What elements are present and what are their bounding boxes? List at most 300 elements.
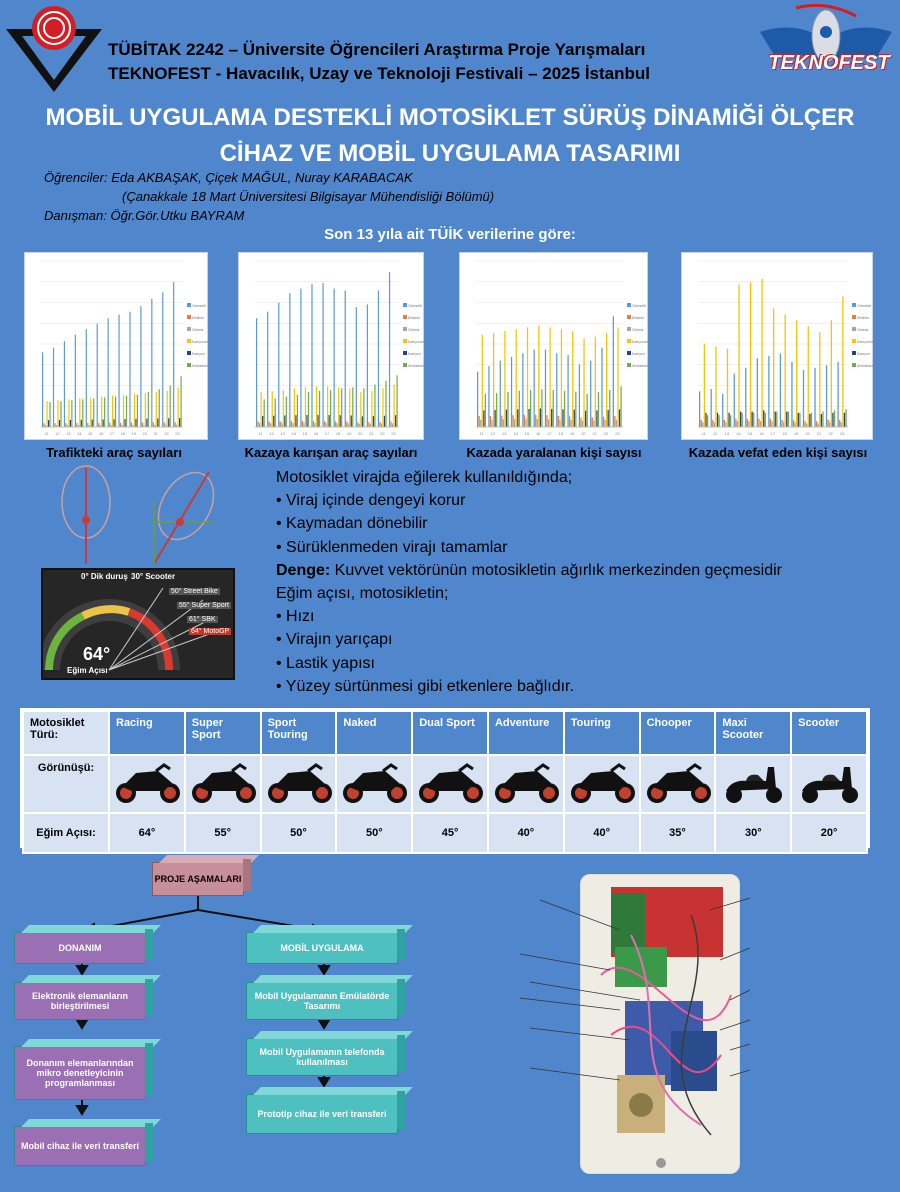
row-label-look: Görünüşü: [23, 755, 109, 813]
chart-title-deaths: Kazada vefat eden kişi sayısı [688, 445, 868, 460]
legend-label: Kamyonet [632, 340, 648, 344]
bar [292, 423, 293, 427]
legend-label: Kamyonet [192, 340, 208, 344]
bar [770, 419, 771, 427]
bar [760, 421, 761, 427]
bar [59, 420, 60, 427]
flow-hardware-head: DONANIM [14, 932, 146, 964]
bar [834, 410, 835, 427]
bar [162, 292, 163, 427]
bar [115, 397, 116, 427]
bar [341, 388, 342, 427]
bar [482, 335, 483, 427]
legend-label: Otomobil [192, 304, 207, 308]
bar [609, 390, 610, 427]
bar [740, 412, 741, 427]
angle-cell: 40° [488, 813, 564, 853]
bar [747, 419, 748, 427]
bar [477, 372, 478, 427]
bar [291, 421, 292, 427]
bar [330, 390, 331, 427]
bar [839, 420, 840, 427]
bar [775, 412, 776, 427]
bar [804, 421, 805, 427]
bar [170, 386, 171, 428]
flow-hardware-step-1: Elektronik elemanların birleştirilmesi [14, 982, 146, 1020]
bar [345, 291, 346, 427]
legend-swatch [403, 303, 407, 307]
bar [534, 350, 535, 427]
bar [103, 419, 104, 427]
legend-label: Kamyon [857, 352, 870, 356]
bar [395, 415, 396, 427]
bar [479, 416, 480, 427]
motorcycle-table [20, 708, 870, 848]
bar [42, 352, 43, 427]
tick-label: 23 [175, 431, 180, 436]
bar [745, 368, 746, 427]
tick-label: 12 [55, 431, 60, 436]
type-cell: Racing [109, 711, 185, 755]
tick-label: 14 [513, 431, 518, 436]
angle-cell: 30° [715, 813, 791, 853]
motorcycle-silhouette-icon [109, 755, 185, 813]
tick-label: 22 [828, 431, 833, 436]
bar [300, 289, 301, 427]
bar [757, 358, 758, 427]
bar [500, 361, 501, 427]
bar [137, 395, 138, 427]
bar [722, 394, 723, 427]
flow-mobile-head: MOBİL UYGULAMA [246, 932, 398, 964]
tubitak-logo [4, 4, 104, 94]
bar [750, 282, 751, 427]
bar [783, 422, 784, 427]
bar [134, 394, 135, 427]
bar [329, 415, 330, 427]
lean-explanation [276, 466, 886, 698]
tick-label: 16 [313, 431, 319, 436]
legend-label: Motosiklet [408, 364, 424, 368]
legend-label: Otobüs [192, 328, 204, 332]
bar [393, 385, 394, 427]
header-line-2: TEKNOFEST - Havacılık, Uzay ve Teknoloji Festivali – 2025 İstanbul [108, 64, 650, 83]
bar [831, 320, 832, 427]
bar [145, 393, 146, 427]
bar [382, 388, 383, 427]
bar [306, 415, 307, 427]
bar [583, 338, 584, 427]
bar [604, 420, 605, 427]
bar [273, 416, 274, 427]
bar [796, 320, 797, 427]
tick-label: 16 [759, 431, 764, 436]
motorcycle-silhouette-icon [412, 755, 488, 813]
bar [348, 423, 349, 427]
bar [587, 394, 588, 427]
bar [338, 387, 339, 427]
bar [322, 283, 323, 427]
bar [717, 413, 718, 427]
bar [159, 389, 160, 427]
bar [324, 421, 325, 427]
bar [506, 410, 507, 427]
bar [761, 279, 762, 427]
bar [357, 422, 358, 427]
type-cell: Sport Touring [261, 711, 337, 755]
bar [538, 326, 539, 427]
tick-label: 15 [302, 431, 308, 436]
bullets-intro: Motosiklet virajda eğilerek kullanıldığında; [276, 469, 573, 486]
bar [718, 415, 719, 427]
motorcycle-silhouette-icon [185, 755, 261, 813]
bar [483, 410, 484, 427]
table-row-look [23, 755, 867, 813]
chart-title-accident-vehicles: Kazaya karışan araç sayıları [244, 445, 418, 460]
tick-label: 19 [131, 431, 137, 436]
legend-label: Minibüs [192, 316, 205, 320]
type-cell: Adventure [488, 711, 564, 755]
bar [748, 421, 749, 427]
bar [553, 390, 554, 427]
bar [294, 388, 295, 427]
tick-label: 22 [380, 431, 385, 436]
legend-swatch [187, 327, 191, 331]
bar [786, 412, 787, 427]
bar [514, 419, 515, 427]
bar [735, 419, 736, 427]
bar [488, 366, 489, 427]
bar [384, 416, 385, 427]
bar [98, 423, 99, 427]
bar [712, 420, 713, 427]
flow-hardware-step-3: Mobil cihaz ile veri transferi [14, 1126, 146, 1166]
bar [707, 415, 708, 427]
bullet-item: • Hızı [276, 608, 315, 626]
bar [785, 314, 786, 427]
bar [313, 421, 314, 427]
bar [362, 416, 363, 427]
bar [603, 417, 604, 427]
bar [275, 398, 276, 427]
bar [742, 413, 743, 427]
legend-swatch [852, 351, 856, 355]
bar [325, 423, 326, 427]
bar [809, 414, 810, 427]
bar [79, 398, 80, 427]
bar [295, 415, 296, 427]
bar [806, 423, 807, 427]
angle-cell: 50° [336, 813, 412, 853]
bar [151, 299, 152, 427]
bar [780, 353, 781, 427]
tick-label: 20 [581, 431, 586, 436]
tick-label: 19 [569, 431, 575, 436]
tick-label: 11 [701, 431, 706, 436]
legend-label: Kamyon [632, 352, 645, 356]
bar [495, 410, 496, 427]
tick-label: 17 [770, 431, 776, 436]
bar [368, 422, 369, 427]
bar [256, 318, 257, 427]
legend-label: Kamyonet [857, 340, 873, 344]
tick-label: 13 [724, 431, 730, 436]
tick-label: 12 [490, 431, 496, 436]
bar [522, 353, 523, 427]
bar [551, 409, 552, 427]
bullet-item: • Virajın yarıçapı [276, 631, 393, 649]
bar [616, 420, 617, 427]
bar [153, 422, 154, 427]
bar [614, 416, 615, 427]
bar [562, 409, 563, 427]
bar [302, 421, 303, 427]
bar [758, 419, 759, 427]
gauge-caption: Eğim Açısı [67, 666, 108, 675]
tick-label: 14 [291, 431, 296, 436]
bar [76, 423, 77, 427]
bar [794, 422, 795, 427]
bar [725, 422, 726, 427]
bar [49, 402, 50, 427]
tick-label: 11 [479, 431, 484, 436]
bar [81, 420, 82, 427]
flow-mobile-step-1: Mobil Uygulamanın Emülatörde Tasarımı [246, 982, 398, 1020]
legend-swatch [187, 315, 191, 319]
bar [596, 410, 597, 427]
bar [374, 385, 375, 427]
lean-label-55: 55° Super Sport [179, 602, 229, 609]
legend-swatch [627, 351, 631, 355]
bar [262, 416, 263, 427]
tick-label: 18 [120, 431, 126, 436]
legend-swatch [403, 363, 407, 367]
table-row-type [23, 711, 867, 755]
bar [818, 423, 819, 427]
bar [272, 391, 273, 427]
bar [93, 398, 94, 427]
bar [724, 420, 725, 427]
header-line-1: TÜBİTAK 2242 – Üniversite Öğrencileri Araştırma Proje Yarışmaları [108, 40, 646, 59]
bar [305, 387, 306, 427]
bar [71, 400, 72, 427]
advisor: Danışman: Öğr.Gör.Utku BAYRAM [44, 208, 245, 223]
legend-label: Minibüs [632, 316, 645, 320]
bar [702, 422, 703, 427]
bar [289, 293, 290, 427]
lean-label-64: 64° MotoGP [191, 628, 230, 635]
legend-swatch [852, 303, 856, 307]
bar [135, 419, 136, 427]
teknofest-logo [756, 2, 896, 98]
bar [280, 421, 281, 427]
bar [92, 420, 93, 427]
tick-label: 14 [736, 431, 741, 436]
bar [284, 415, 285, 427]
tick-label: 14 [77, 431, 82, 436]
tick-label: 19 [793, 431, 799, 436]
bar [832, 413, 833, 427]
bar [558, 416, 559, 427]
bar [270, 423, 271, 427]
bar [763, 410, 764, 427]
bar [701, 420, 702, 427]
legend-swatch [187, 303, 191, 307]
row-label-angle: Eğim Açısı: [23, 813, 109, 853]
legend-label: Otobüs [857, 328, 869, 332]
bar [175, 422, 176, 427]
type-cell: Chooper [640, 711, 716, 755]
teknofest-logo-text: TEKNOFEST [768, 52, 890, 74]
legend-swatch [627, 339, 631, 343]
bar [811, 413, 812, 427]
legend-swatch [187, 339, 191, 343]
bar [297, 395, 298, 427]
bar [525, 419, 526, 427]
bar [776, 412, 777, 427]
bar [613, 316, 614, 427]
bar [841, 422, 842, 427]
bar [734, 374, 735, 427]
type-cell: Super Sport [185, 711, 261, 755]
bar [715, 346, 716, 427]
bar [381, 423, 382, 427]
bar [798, 413, 799, 427]
bar [814, 368, 815, 427]
bar [57, 400, 58, 427]
legend-label: Otomobil [408, 304, 423, 308]
bar [64, 341, 65, 427]
bar [545, 350, 546, 427]
bar [48, 420, 49, 427]
bar [512, 415, 513, 427]
bar [259, 423, 260, 427]
bar [109, 423, 110, 427]
angle-cell: 35° [640, 813, 716, 853]
legend-label: Otomobil [857, 304, 872, 308]
bar [530, 390, 531, 427]
bar [519, 391, 520, 427]
bar [493, 333, 494, 427]
bar [281, 423, 282, 427]
legend-label: Kamyon [408, 352, 421, 356]
bar [43, 423, 44, 427]
bar [728, 413, 729, 427]
bar [821, 414, 822, 427]
bar [598, 392, 599, 427]
motorcycle-silhouette-icon [261, 755, 337, 813]
bar [327, 386, 328, 427]
bar [157, 419, 158, 427]
bar [517, 409, 518, 427]
bar [311, 284, 312, 427]
flow-root: PROJE AŞAMALARI [152, 862, 244, 896]
bullet-item: • Lastik yapısı [276, 654, 375, 672]
table-row-angle [23, 813, 867, 853]
bar [546, 415, 547, 427]
legend-label: Kamyonet [408, 340, 424, 344]
angle-cell: 20° [791, 813, 867, 853]
legend-swatch [852, 363, 856, 367]
chart-accident-vehicles [238, 252, 424, 440]
lean-label-0: 0° Dik duruş [81, 572, 128, 581]
legend-swatch [852, 339, 856, 343]
type-cell: Dual Sport [412, 711, 488, 755]
legend-swatch [187, 351, 191, 355]
type-cell: Scooter [791, 711, 867, 755]
chart-deaths [681, 252, 873, 440]
legend-label: Minibüs [408, 316, 421, 320]
angle-cell: 45° [412, 813, 488, 853]
tick-label: 18 [782, 431, 787, 436]
bar [68, 399, 69, 427]
bar [826, 365, 827, 427]
legend-swatch [627, 327, 631, 331]
bar [90, 397, 91, 427]
legend-label: Otomobil [632, 304, 647, 308]
bar [575, 392, 576, 427]
bar [314, 423, 315, 427]
angle-cell: 50° [261, 813, 337, 853]
bar [504, 331, 505, 427]
bar [113, 419, 114, 427]
bar [592, 417, 593, 427]
tick-label: 19 [346, 431, 352, 436]
bar [346, 422, 347, 427]
bar [793, 420, 794, 427]
bar [371, 391, 372, 427]
tick-label: 20 [805, 431, 810, 436]
bar [86, 329, 87, 427]
bar [131, 423, 132, 427]
bar [699, 391, 700, 427]
bar [337, 423, 338, 427]
type-cell: Naked [336, 711, 412, 755]
tick-label: 12 [713, 431, 718, 436]
bar [363, 388, 364, 427]
bar [511, 357, 512, 427]
bar [842, 297, 843, 427]
row-label-type: Motosiklet Türü: [23, 711, 109, 755]
bar [540, 409, 541, 427]
bar [173, 282, 174, 427]
bar [142, 422, 143, 427]
bar [258, 421, 259, 427]
bar [146, 419, 147, 427]
bar [567, 355, 568, 427]
bar [379, 422, 380, 427]
bar [595, 337, 596, 427]
bar [808, 326, 809, 427]
bar [308, 392, 309, 427]
bar [97, 324, 98, 427]
bar [54, 423, 55, 427]
bar [582, 421, 583, 427]
title-line-1: MOBİL UYGULAMA DESTEKLİ MOTOSİKLET SÜRÜŞ DİNAMİĞİ ÖLÇER [45, 104, 855, 131]
tick-label: 11 [258, 431, 263, 436]
bar [771, 421, 772, 427]
bar [46, 401, 47, 427]
bar [65, 423, 66, 427]
bar [126, 396, 127, 427]
bar [528, 409, 529, 427]
bar [164, 422, 165, 427]
bar [503, 419, 504, 427]
legend-swatch [403, 351, 407, 355]
legend-swatch [852, 327, 856, 331]
tick-label: 16 [535, 431, 541, 436]
bar [264, 399, 265, 427]
